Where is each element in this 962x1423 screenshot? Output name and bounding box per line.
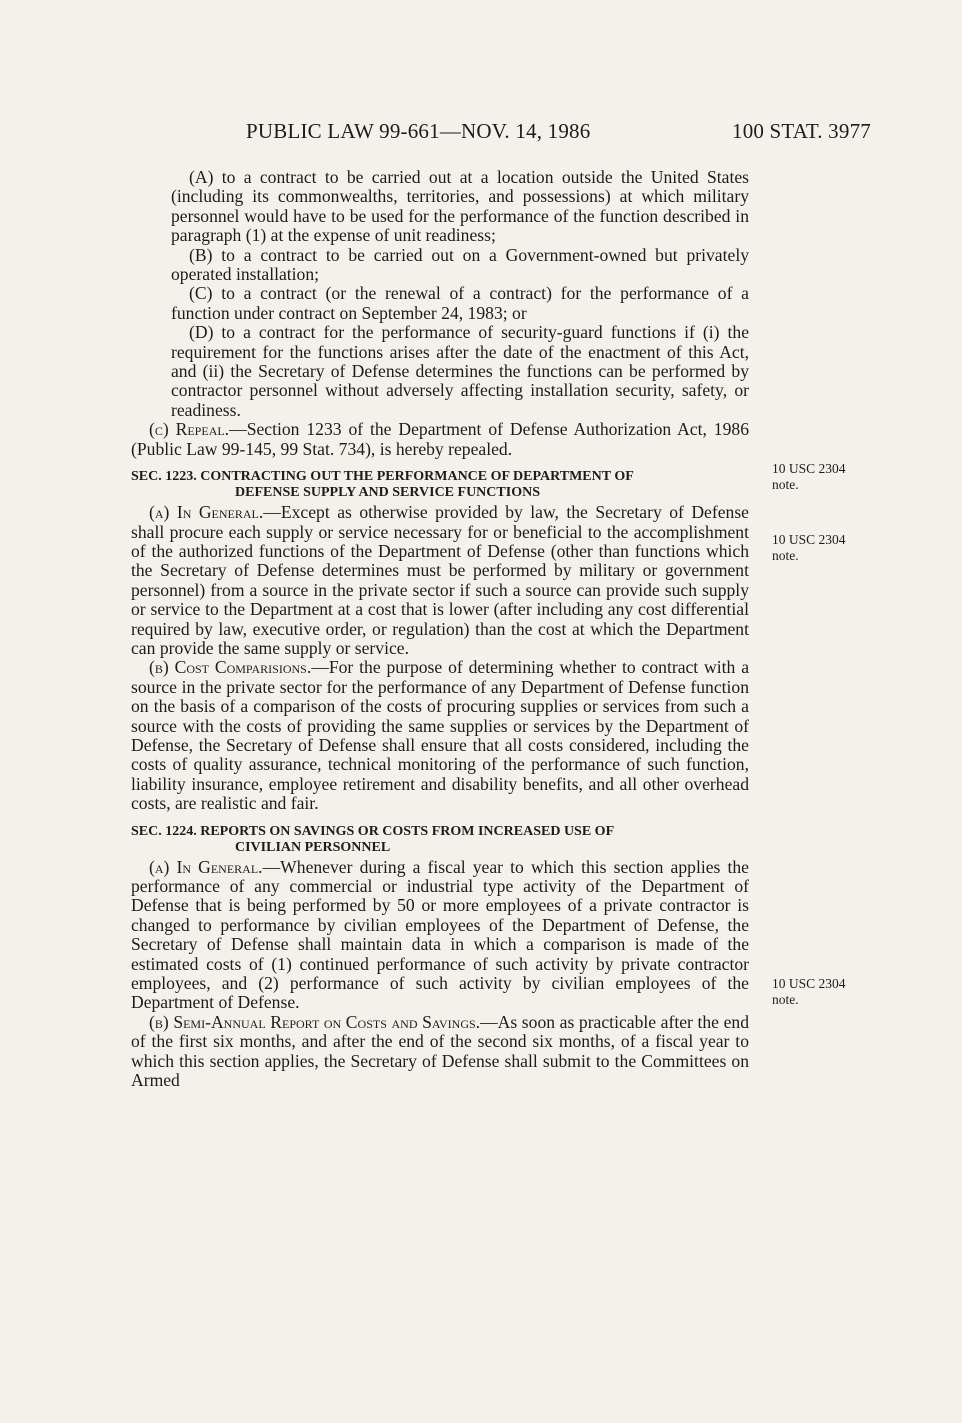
section-1224-a-text: —Whenever during a fiscal year to which this section applies the performance of any commercial or industrial type activity of the Department of Defense that is being performed by 50 or more employees of a private contractor is changed to performance by civilian employees of the Department of Defense, the Secretary of Defense shall maintain data in which a comparison is made of the estimated costs of (1) continued performance of such activity by private contractor employees, and (2) performance of such activity by civilian employees of the Department of Defense. bbox=[131, 856, 749, 1013]
margin-note-sec-1224-line1: 10 USC 2304 bbox=[772, 976, 846, 991]
paragraph-b: (B) to a contract to be carried out on a Government-owned but privately operated installation; bbox=[171, 244, 749, 285]
margin-note-sec-1223-line2: note. bbox=[772, 548, 799, 563]
section-1223-b-text: —For the purpose of determining whether to contract with a source in the private sector for the performance of any Department of Defense function on the basis of a comparison of the costs of procuring supplies or services from such a source with the costs of providing the same supplies or services by the Department of Defense, the Secretary of Defense shall ensure that all costs considered, including the costs of quality assurance, technical monitoring of the performance of such function, liability insurance, employee retirement and disability benefits, and all other overhead costs, are realistic and fair. bbox=[131, 657, 750, 814]
section-1223-heading bbox=[131, 469, 749, 501]
document-body bbox=[131, 168, 749, 1090]
repeal-label: (c) Repeal. bbox=[149, 419, 230, 440]
section-1224-heading bbox=[131, 824, 749, 856]
section-1224-a-label: (a) In General. bbox=[149, 856, 263, 877]
section-1223-b bbox=[131, 658, 749, 813]
section-1223-a-text: —Except as otherwise provided by law, the Secretary of Defense shall procure each supply or service necessary for or beneficial to the accomplishment of the authorized functions of the Department of Defense (other than functions which the Secretary of Defense determines must be performed by military or government personnel) from a source in the private sector if such a source can provide such supply or service to the Department at a cost that is lower (after including any cost differential required by law, executive order, or regulation) than the cost at which the Department can provide the same supply or service. bbox=[131, 502, 749, 658]
section-1223-a-label: (a) In General. bbox=[149, 502, 264, 523]
section-1224-heading-line2: CIVILIAN PERSONNEL bbox=[235, 839, 391, 855]
margin-note-sec-1223 bbox=[772, 532, 892, 564]
section-1223-heading-line2: DEFENSE SUPPLY AND SERVICE FUNCTIONS bbox=[235, 485, 540, 501]
margin-note-sec-1224 bbox=[772, 976, 892, 1008]
section-1223-b-label: (b) Cost Comparisions. bbox=[149, 657, 312, 678]
margin-note-repeal bbox=[772, 461, 892, 493]
page-header-stat: 100 STAT. 3977 bbox=[732, 119, 871, 143]
section-1223-heading-line1: SEC. 1223. CONTRACTING OUT THE PERFORMANCE OF DEPARTMENT OF bbox=[131, 469, 634, 485]
margin-note-repeal-line2: note. bbox=[772, 477, 799, 492]
paragraph-c: (C) to a contract (or the renewal of a contract) for the performance of a function under contract on September 24, 1983; or bbox=[171, 283, 749, 323]
margin-note-sec-1224-line2: note. bbox=[772, 992, 799, 1007]
margin-note-repeal-line1: 10 USC 2304 bbox=[772, 461, 846, 476]
section-1224-b-text: —As soon as practicable after the end of the first six months, and after the end of the second six months, of a fiscal year to which this section applies, the Secretary of Defense shall submit to the Committees on Armed bbox=[131, 1011, 749, 1091]
paragraph-d: (D) to a contract for the performance of security-guard functions if (i) the requirement for the functions arises after the date of the enactment of this Act, and (ii) the Secretary of Defense determines the functions can be performed by contractor personnel without adversely affecting installation security, safety, or readiness. bbox=[171, 322, 749, 420]
paragraph-a: (A) to a contract to be carried out at a location outside the United States (including its commonwealths, territories, and possessions) at which military personnel would have to be used for the performance of the function described in paragraph (1) at the expense of unit readiness; bbox=[171, 167, 749, 246]
section-1224-b-label: (b) Semi-Annual Report on Costs and Savings. bbox=[149, 1011, 481, 1032]
section-1224-a bbox=[131, 858, 749, 1013]
section-1224-heading-line1: SEC. 1224. REPORTS ON SAVINGS OR COSTS FROM INCREASED USE OF bbox=[131, 823, 615, 839]
section-1223-a bbox=[131, 503, 749, 658]
section-1224-b bbox=[131, 1013, 749, 1091]
repeal-paragraph bbox=[131, 420, 749, 459]
page-header-title: PUBLIC LAW 99-661—NOV. 14, 1986 bbox=[246, 119, 591, 143]
margin-note-sec-1223-line1: 10 USC 2304 bbox=[772, 532, 846, 547]
repeal-text: —Section 1233 of the Department of Defense Authorization Act, 1986 (Public Law 99-145, 99 Stat. 734), is hereby repealed. bbox=[131, 419, 749, 459]
